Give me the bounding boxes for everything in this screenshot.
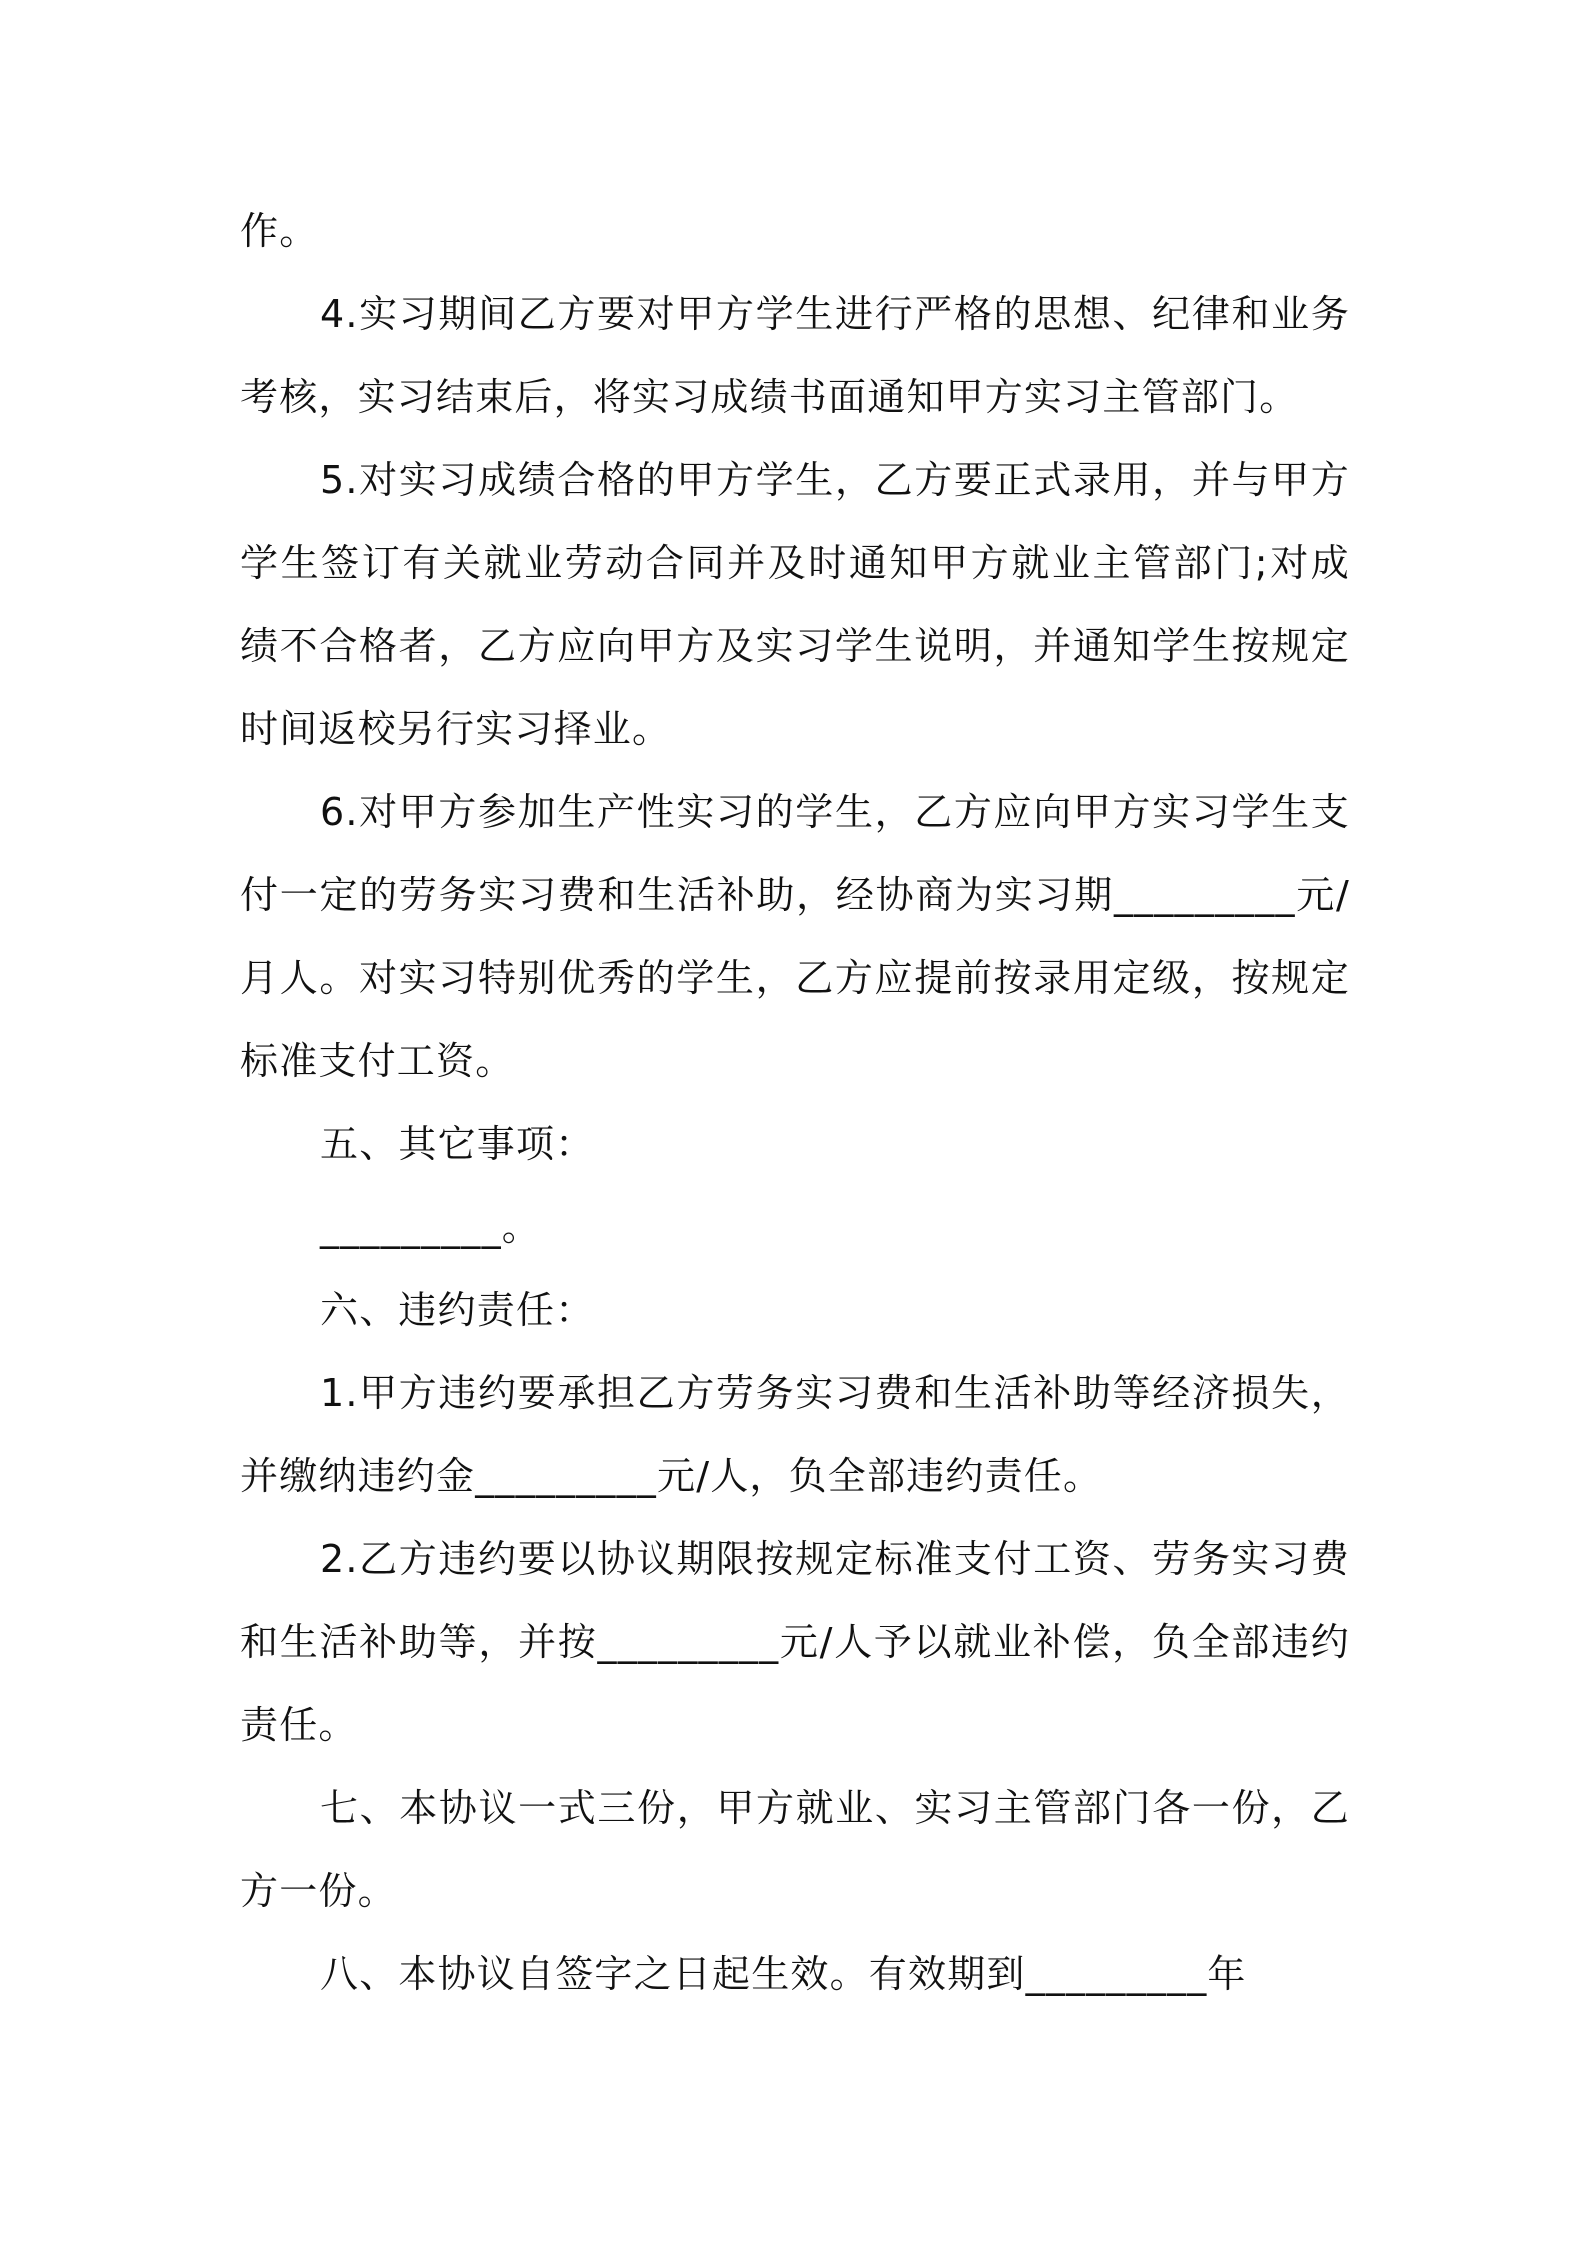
other-matters-blank-line: _________。	[320, 1205, 542, 1249]
paragraph-continuation: 作。	[240, 209, 319, 253]
paragraph-item-6: 6.对甲方参加生产性实习的学生，乙方应向甲方实习学生支付一定的劳务实习费和生活补助，经协商为实习期_________元/月人。对实习特别优秀的学生，乙方应提前按录用定级，按规定标准支付工资。	[240, 790, 1350, 1083]
section-heading-other-matters: 五、其它事项：	[320, 1122, 595, 1166]
paragraph-item-4: 4.实习期间乙方要对甲方学生进行严格的思想、纪律和业务考核，实习结束后，将实习成绩书面通知甲方实习主管部门。	[240, 292, 1350, 419]
section-copies: 七、本协议一式三份，甲方就业、实习主管部门各一份，乙方一份。	[240, 1786, 1350, 1913]
document-body	[240, 190, 1350, 2016]
paragraph-breach-party-a: 1.甲方违约要承担乙方劳务实习费和生活补助等经济损失，并缴纳违约金_________元/人，负全部违约责任。	[240, 1371, 1350, 1498]
paragraph-breach-party-b: 2.乙方违约要以协议期限按规定标准支付工资、劳务实习费和生活补助等，并按_________元/人予以就业补偿，负全部违约责任。	[240, 1537, 1350, 1747]
section-heading-breach-liability: 六、违约责任：	[320, 1288, 595, 1332]
section-effective-date: 八、本协议自签字之日起生效。有效期到_________年	[320, 1952, 1247, 1996]
paragraph-item-5: 5.对实习成绩合格的甲方学生，乙方要正式录用，并与甲方学生签订有关就业劳动合同并及时通知甲方就业主管部门;对成绩不合格者，乙方应向甲方及实习学生说明，并通知学生按规定时间返校另行实习择业。	[240, 458, 1350, 751]
